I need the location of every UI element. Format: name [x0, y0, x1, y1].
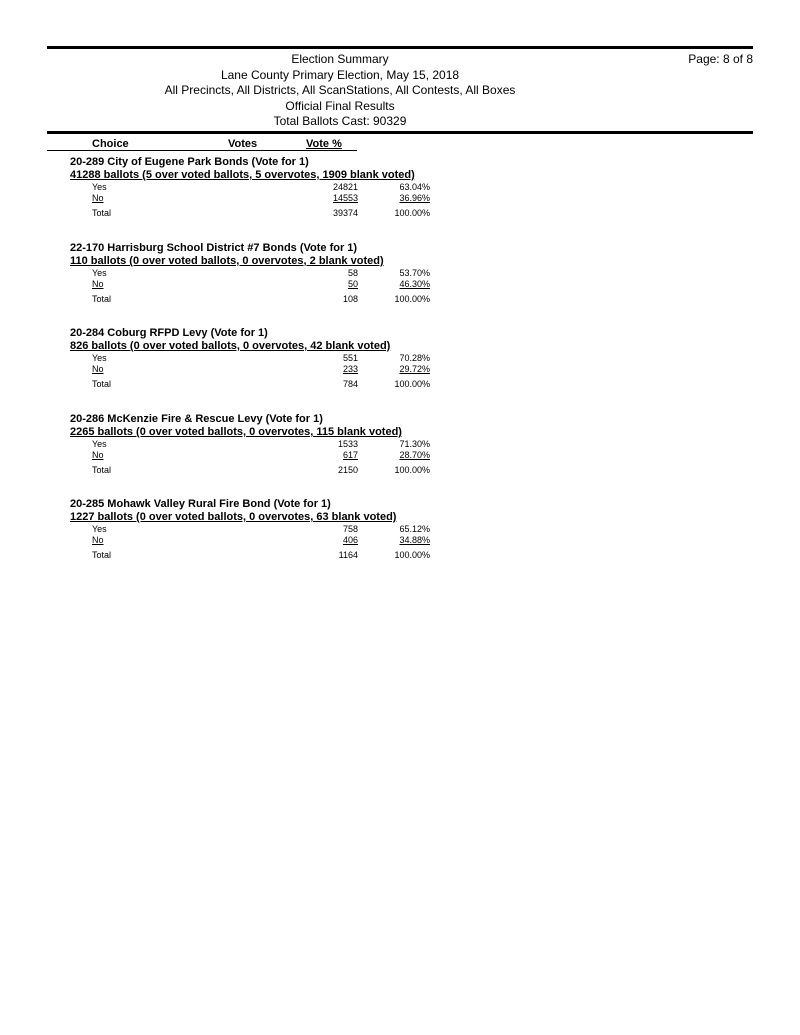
- top-rule: [47, 46, 753, 49]
- report-title: Election Summary: [291, 52, 389, 66]
- page-number: Page: 8 of 8: [688, 52, 753, 66]
- vote-count: 58: [347, 268, 358, 278]
- results-status: Official Final Results: [285, 98, 395, 113]
- choice-label: No: [92, 279, 104, 289]
- vote-count: 551: [342, 353, 358, 363]
- vote-count: 1533: [337, 439, 358, 449]
- choice-label: Yes: [92, 182, 107, 192]
- total-percent: 100.00%: [394, 208, 430, 218]
- vote-percent: 71.30%: [399, 439, 430, 449]
- vote-count: 406: [342, 535, 358, 545]
- total-votes: 108: [342, 294, 358, 304]
- contest-block: [70, 327, 570, 390]
- vote-count: 233: [342, 364, 358, 374]
- choice-label: No: [92, 364, 104, 374]
- contest-ballot-summary: 110 ballots (0 over voted ballots, 0 overvotes, 2 blank voted): [70, 255, 384, 267]
- total-percent: 100.00%: [394, 379, 430, 389]
- result-row: [70, 535, 570, 546]
- contest-block: [70, 156, 570, 219]
- total-votes: 784: [342, 379, 358, 389]
- report-scope: All Precincts, All Districts, All ScanStations, All Contests, All Boxes: [164, 83, 516, 97]
- header-rule: [47, 131, 753, 134]
- total-ballots-cast: Total Ballots Cast: 90329: [273, 114, 407, 128]
- result-row: [70, 268, 570, 279]
- vote-count: 617: [342, 450, 358, 460]
- choice-label: No: [92, 450, 104, 460]
- vote-percent: 70.28%: [399, 353, 430, 363]
- result-row: [70, 524, 570, 535]
- result-row: [70, 353, 570, 364]
- vote-percent: 46.30%: [399, 279, 430, 289]
- total-percent: 100.00%: [394, 550, 430, 560]
- vote-percent: 65.12%: [399, 524, 430, 534]
- contest-block: [70, 413, 570, 476]
- choice-label: Yes: [92, 524, 107, 534]
- column-header-votes: Votes: [228, 138, 258, 150]
- total-row: [70, 550, 570, 561]
- total-percent: 100.00%: [394, 294, 430, 304]
- vote-count: 14553: [332, 193, 358, 203]
- vote-percent: 28.70%: [399, 450, 430, 460]
- total-label: Total: [92, 550, 112, 560]
- total-row: [70, 294, 570, 305]
- contest-ballot-summary: 41288 ballots (5 over voted ballots, 5 overvotes, 1909 blank voted): [70, 169, 415, 181]
- total-percent: 100.00%: [394, 465, 430, 475]
- vote-percent: 63.04%: [399, 182, 430, 192]
- contest-block: [70, 498, 570, 561]
- contest-ballot-summary: 826 ballots (0 over voted ballots, 0 overvotes, 42 blank voted): [70, 340, 391, 352]
- vote-percent: 34.88%: [399, 535, 430, 545]
- column-header-vote-pct: Vote %: [306, 138, 342, 150]
- contest-title: 20-289 City of Eugene Park Bonds (Vote for 1): [70, 156, 309, 168]
- total-votes: 1164: [338, 550, 358, 560]
- contest-title: 22-170 Harrisburg School District #7 Bonds (Vote for 1): [70, 242, 358, 254]
- choice-label: No: [92, 193, 104, 203]
- choice-label: Yes: [92, 268, 107, 278]
- total-row: [70, 379, 570, 390]
- total-label: Total: [92, 465, 112, 475]
- total-votes: 39374: [332, 208, 358, 218]
- report-header: [47, 52, 753, 130]
- result-row: [70, 182, 570, 193]
- vote-count: 24821: [332, 182, 358, 192]
- vote-count: 50: [347, 279, 358, 289]
- contest-block: [70, 242, 570, 305]
- choice-label: Yes: [92, 439, 107, 449]
- choice-label: No: [92, 535, 104, 545]
- result-row: [70, 193, 570, 204]
- total-label: Total: [92, 379, 112, 389]
- contest-title: 20-285 Mohawk Valley Rural Fire Bond (Vote for 1): [70, 498, 331, 510]
- vote-percent: 29.72%: [399, 364, 430, 374]
- result-row: [70, 364, 570, 375]
- column-header-choice: Choice: [92, 138, 129, 150]
- result-row: [70, 450, 570, 461]
- total-votes: 2150: [337, 465, 358, 475]
- result-row: [70, 439, 570, 450]
- contest-title: 20-284 Coburg RFPD Levy (Vote for 1): [70, 327, 268, 339]
- total-row: [70, 465, 570, 476]
- election-name: Lane County Primary Election, May 15, 2018: [220, 67, 460, 82]
- column-header-rule: [47, 150, 357, 151]
- total-label: Total: [92, 294, 112, 304]
- vote-percent: 53.70%: [399, 268, 430, 278]
- vote-count: 758: [342, 524, 358, 534]
- contest-title: 20-286 McKenzie Fire & Rescue Levy (Vote for 1): [70, 413, 323, 425]
- choice-label: Yes: [92, 353, 107, 363]
- vote-percent: 36.96%: [399, 193, 430, 203]
- contest-ballot-summary: 2265 ballots (0 over voted ballots, 0 overvotes, 115 blank voted): [70, 426, 402, 438]
- contest-ballot-summary: 1227 ballots (0 over voted ballots, 0 overvotes, 63 blank voted): [70, 511, 397, 523]
- result-row: [70, 279, 570, 290]
- total-row: [70, 208, 570, 219]
- total-label: Total: [92, 208, 112, 218]
